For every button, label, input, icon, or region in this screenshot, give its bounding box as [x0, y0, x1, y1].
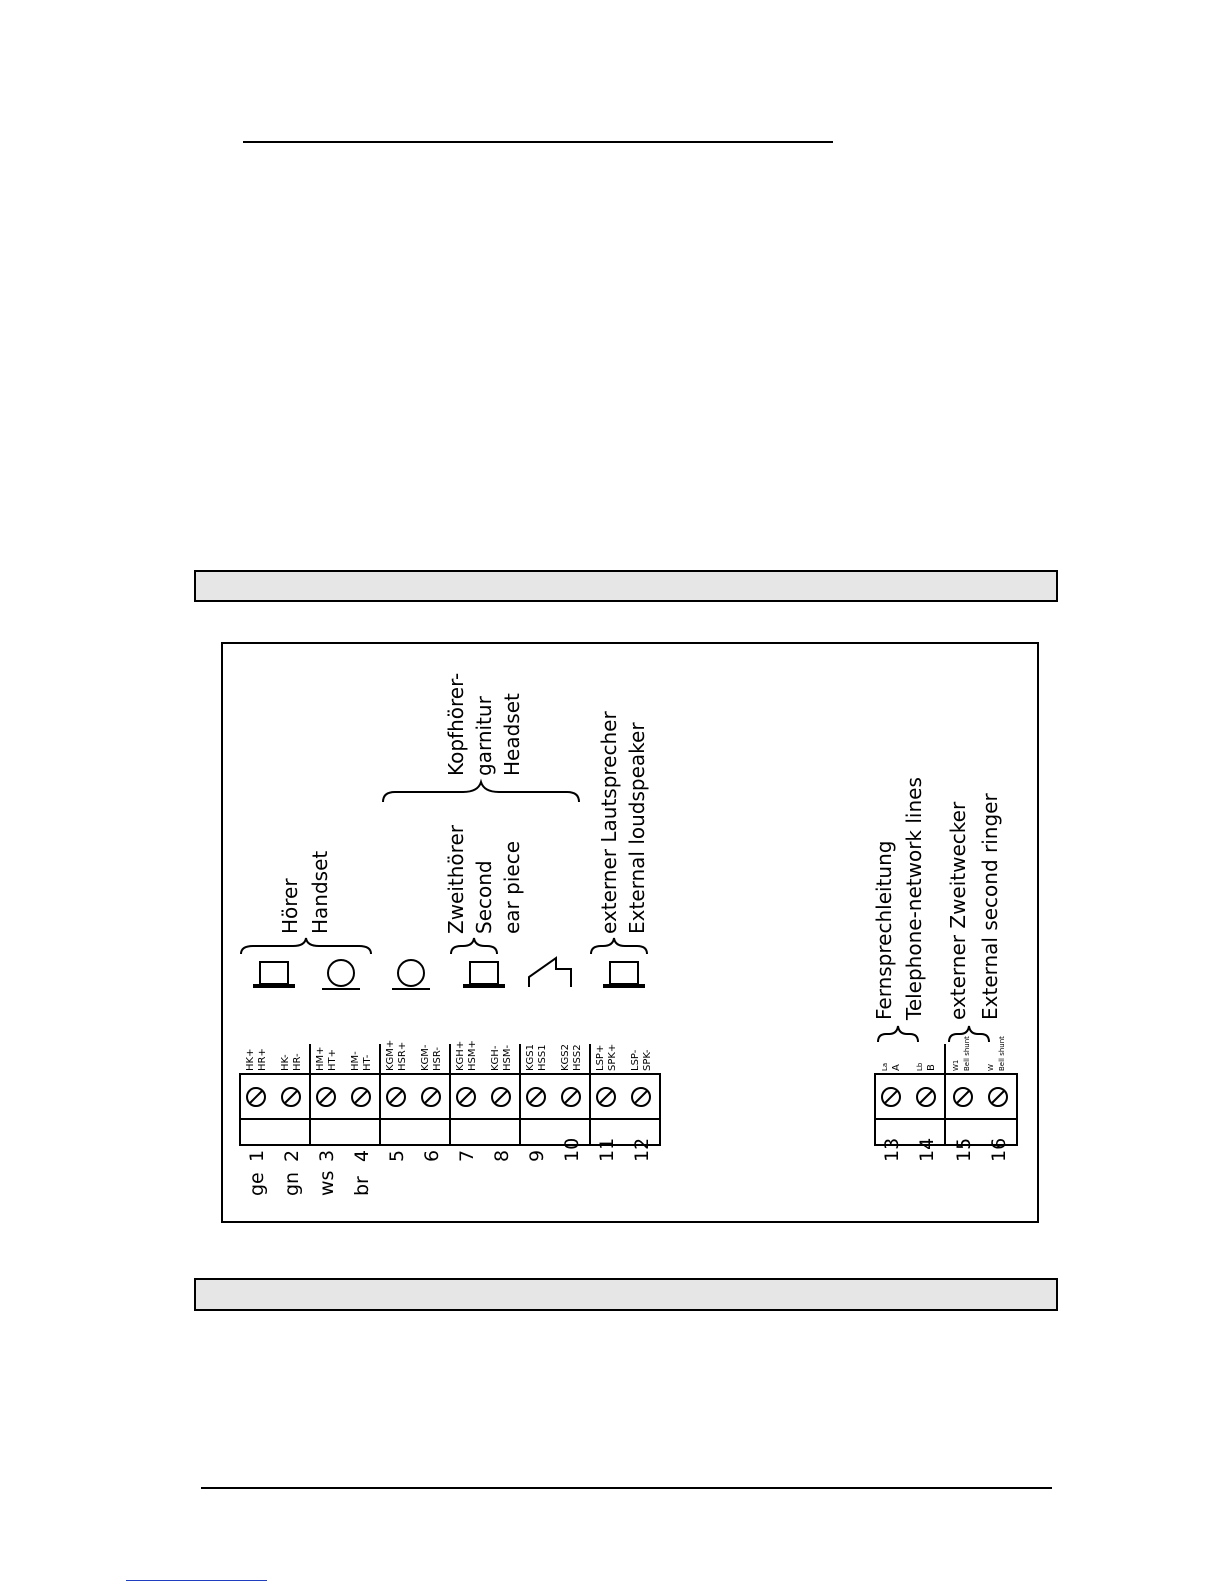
- brace-loudspeaker: [591, 938, 647, 954]
- label-handset-de: Hörer: [278, 878, 302, 934]
- terminal-8-number: 8: [491, 1149, 513, 1162]
- section-bar-top: [194, 570, 1058, 602]
- footer-rule: [201, 1487, 1052, 1489]
- terminal-11-code-a: LSP+: [595, 1044, 606, 1071]
- microphone-icon: [322, 960, 360, 989]
- terminal-14-number: 14: [916, 1137, 938, 1162]
- terminal-16-code-a: W: [987, 1064, 995, 1071]
- terminal-8-code-a: KGH-: [490, 1045, 501, 1071]
- terminal-1-code-a: HK+: [245, 1048, 256, 1071]
- terminal-3-number: 3: [316, 1149, 338, 1162]
- label-headset-de1: Kopfhörer-: [444, 672, 468, 776]
- brace-headset: [383, 782, 579, 802]
- headset-microphone-icon: [392, 960, 430, 989]
- brace-network: [878, 1026, 918, 1042]
- terminal-12-code-a: LSP-: [630, 1049, 641, 1071]
- terminal-wiring-diagram: [221, 642, 1039, 1223]
- label-headset-de2: garnitur: [472, 696, 496, 776]
- terminal-9-code-b: HSS1: [537, 1044, 548, 1071]
- terminal-9-number: 9: [526, 1149, 548, 1162]
- terminal-4-code-a: HM-: [350, 1051, 361, 1071]
- terminal-10-code-a: KGS2: [560, 1043, 571, 1071]
- terminal-14-code-b: B: [926, 1064, 937, 1071]
- terminal-3-code-a: HM+: [315, 1046, 326, 1071]
- second-earpiece-icon: [463, 962, 505, 986]
- terminal-15-code-a: W1: [952, 1059, 960, 1071]
- label-second-ringer-en: External second ringer: [978, 793, 1002, 1020]
- terminal-1-number: 1: [246, 1149, 268, 1162]
- label-second-ear-en2: ear piece: [500, 841, 524, 934]
- top-rule: [243, 141, 833, 143]
- terminal-3-code-b: HT+: [327, 1048, 338, 1071]
- terminal-11-code-b: SPK+: [607, 1043, 618, 1071]
- terminal-6-code-b: HSR-: [432, 1046, 443, 1071]
- terminal-11-number: 11: [596, 1137, 618, 1162]
- terminal-4-number: 4: [351, 1149, 373, 1162]
- terminal-15-code-b: Bell shunt: [963, 1036, 971, 1071]
- brace-handset: [241, 938, 371, 954]
- terminal-16-number: 16: [988, 1137, 1010, 1162]
- terminal-1-code-b: HR+: [257, 1048, 268, 1071]
- terminal-10-number: 10: [561, 1137, 583, 1162]
- wire-color-2: gn: [281, 1171, 303, 1196]
- terminal-2-code-a: HK-: [280, 1054, 291, 1071]
- earpiece-icon: [253, 962, 295, 986]
- terminal-15-number: 15: [953, 1137, 975, 1162]
- brace-second-earpiece: [451, 938, 497, 954]
- terminal-5-number: 5: [386, 1149, 408, 1162]
- wire-color-3: ws: [316, 1170, 338, 1196]
- switch-contact-icon: [529, 958, 571, 987]
- terminal-5-code-b: HSR+: [397, 1041, 408, 1071]
- terminal-12-number: 12: [631, 1137, 653, 1162]
- terminal-12-code-b: SPK-: [642, 1049, 653, 1071]
- terminal-7-code-b: HSM+: [467, 1040, 478, 1071]
- wire-color-1: ge: [246, 1172, 268, 1196]
- terminal-2-code-b: HR-: [292, 1053, 303, 1071]
- label-second-ear-en1: Second: [472, 860, 496, 934]
- terminal-4-code-b: HT-: [362, 1054, 373, 1071]
- loudspeaker-icon: [603, 962, 645, 986]
- wire-color-4: br: [351, 1176, 373, 1196]
- terminal-14-code-a: Lb: [916, 1062, 924, 1071]
- label-network-en: Telephone-network lines: [902, 777, 926, 1020]
- terminal-7-number: 7: [456, 1149, 478, 1162]
- terminal-10-code-b: HSS2: [572, 1044, 583, 1071]
- terminal-13-code-b: A: [891, 1064, 902, 1071]
- label-headset-en: Headset: [500, 693, 524, 776]
- terminal-2-number: 2: [281, 1149, 303, 1162]
- terminal-16-code-b: Bell shunt: [998, 1036, 1006, 1071]
- footer-link-underline[interactable]: [126, 1580, 267, 1581]
- terminal-5-code-a: KGM+: [385, 1039, 396, 1071]
- label-network-de: Fernsprechleitung: [872, 840, 896, 1020]
- terminal-9-code-a: KGS1: [525, 1043, 536, 1071]
- label-second-ringer-de: externer Zweitwecker: [946, 801, 970, 1020]
- terminal-13-code-a: La: [881, 1062, 889, 1071]
- terminal-7-code-a: KGH+: [455, 1040, 466, 1071]
- section-bar-bottom: [194, 1278, 1058, 1311]
- label-ext-speaker-de: externer Lautsprecher: [597, 711, 621, 934]
- terminal-6-number: 6: [421, 1149, 443, 1162]
- label-handset-en: Handset: [308, 850, 332, 934]
- label-second-ear-de: Zweithörer: [444, 825, 468, 934]
- terminal-13-number: 13: [881, 1137, 903, 1162]
- terminal-8-code-b: HSM-: [502, 1044, 513, 1071]
- terminal-6-code-a: KGM-: [420, 1044, 431, 1071]
- diagram-canvas: [223, 644, 1041, 1225]
- label-ext-speaker-en: External loudspeaker: [625, 722, 649, 934]
